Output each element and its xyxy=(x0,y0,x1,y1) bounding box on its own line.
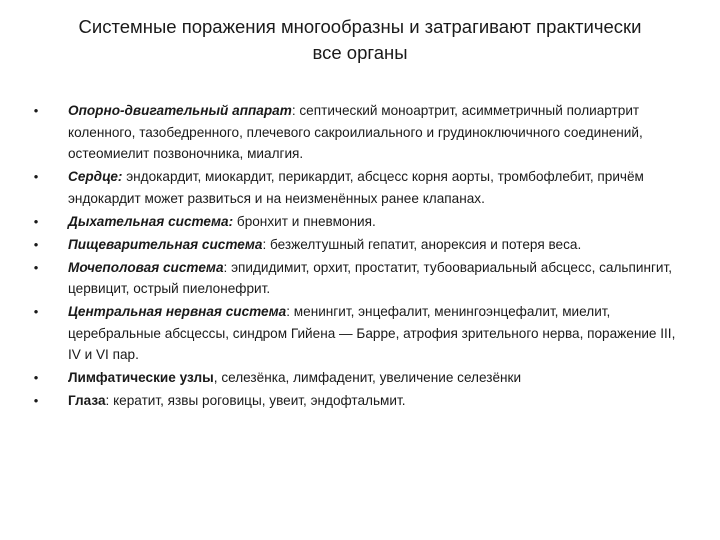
bullet-text: эндокардит, миокардит, перикардит, абсцесс корня аорты, тромбофлебит, причём эндокардит может развиться и на неизменённых ранее клапанах. xyxy=(68,169,644,206)
bullet-term: Дыхательная система: xyxy=(68,213,234,229)
bullet-term: Глаза xyxy=(68,393,106,408)
bullet-item-eyes xyxy=(30,390,690,412)
bullet-term: Пищеварительная система xyxy=(68,236,263,252)
bullet-item-musculoskeletal xyxy=(30,100,690,165)
bullet-text: : менингит, энцефалит, менингоэнцефалит, миелит, церебральные абсцессы, синдром Гийена — Барре, атрофия зрительного нерва, поражение III, IV и VI пар. xyxy=(68,304,676,362)
bullet-list xyxy=(30,100,690,413)
bullet-item-heart xyxy=(30,166,690,209)
bullet-item-cns xyxy=(30,301,690,366)
slide-title xyxy=(40,14,680,66)
bullet-item-respiratory xyxy=(30,211,690,233)
slide-title-line-1: Системные поражения многообразны и затрагивают практически xyxy=(78,16,642,37)
slide-title-line-2: все органы xyxy=(312,42,408,63)
bullet-text: бронхит и пневмония. xyxy=(233,213,376,229)
bullet-text: : септический моноартрит, асимметричный полиартрит коленного, тазобедренного, плечевого сакроилиального и грудиноключичного соединений, остеомиелит позвоночника, миалгия. xyxy=(68,103,643,161)
bullet-icon: • xyxy=(33,236,39,252)
bullet-text: , селезёнка, лимфаденит, увеличение селезёнки xyxy=(213,370,522,385)
bullet-icon: • xyxy=(33,304,39,319)
bullet-item-genitourinary xyxy=(30,257,690,300)
bullet-item-digestive xyxy=(30,234,690,256)
bullet-term: Сердце: xyxy=(68,169,123,184)
bullet-icon: • xyxy=(33,169,39,184)
bullet-item-lymph xyxy=(30,367,690,389)
bullet-icon: • xyxy=(33,103,39,118)
bullet-icon: • xyxy=(33,370,39,385)
bullet-text: : кератит, язвы роговицы, увеит, эндофтальмит. xyxy=(105,393,406,408)
bullet-text: : эпидидимит, орхит, простатит, тубоовариальный абсцесс, сальпингит, цервицит, острый пиелонефрит. xyxy=(68,259,673,296)
bullet-term: Мочеполовая система xyxy=(68,259,224,275)
bullet-icon: • xyxy=(33,259,39,275)
bullet-icon: • xyxy=(33,393,39,408)
bullet-term: Опорно-двигательный аппарат xyxy=(68,103,292,118)
bullet-term: Центральная нервная система xyxy=(68,304,287,319)
bullet-term: Лимфатические узлы xyxy=(68,370,214,385)
bullet-icon: • xyxy=(33,213,39,229)
bullet-text: : безжелтушный гепатит, анорексия и потеря веса. xyxy=(262,236,582,252)
